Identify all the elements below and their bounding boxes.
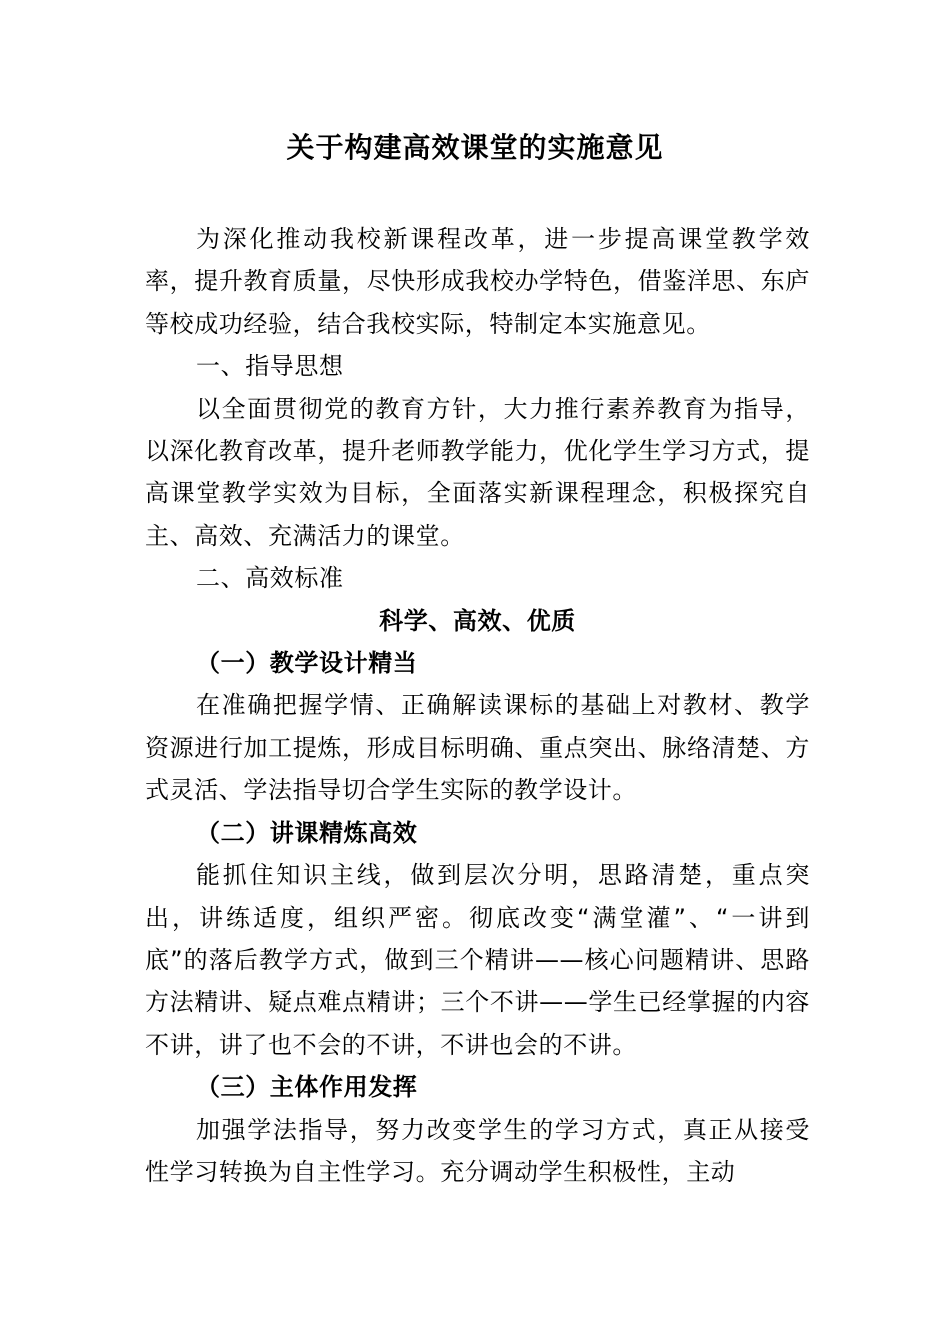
standards-motto: 科学、高效、优质 <box>379 606 576 635</box>
section-heading-guiding-thought: 一、指导思想 <box>196 352 344 381</box>
document-body <box>145 218 810 1193</box>
subsection-paragraph-2: 能抓住知识主线，做到层次分明，思路清楚，重点突出，讲练适度，组织严密。彻底改变“满堂灌”、“一讲到底”的落后教学方式，做到三个精讲——核心问题精讲、思路方法精讲、疑点难点精讲；三个不讲——学生已经掌握的内容不讲，讲了也不会的不讲，不讲也会的不讲。 <box>145 861 810 1059</box>
subsection-heading-1: （一）教学设计精当 <box>196 649 418 678</box>
document-title: 关于构建高效课堂的实施意见 <box>286 131 664 164</box>
subsection-paragraph-3: 加强学法指导，努力改变学生的学习方式，真正从接受性学习转换为自主性学习。充分调动学生积极性，主动 <box>145 1115 810 1186</box>
intro-paragraph: 为深化推动我校新课程改革，进一步提高课堂教学效率，提升教育质量，尽快形成我校办学特色，借鉴洋思、东庐等校成功经验，结合我校实际，特制定本实施意见。 <box>145 225 810 338</box>
section-heading-standards: 二、高效标准 <box>196 564 344 593</box>
subsection-paragraph-1: 在准确把握学情、正确解读课标的基础上对教材、教学资源进行加工提炼，形成目标明确、重点突出、脉络清楚、方式灵活、学法指导切合学生实际的教学设计。 <box>145 691 810 805</box>
guiding-thought-paragraph: 以全面贯彻党的教育方针，大力推行素养教育为指导，以深化教育改革，提升老师教学能力，优化学生学习方式，提高课堂教学实效为目标，全面落实新课程理念，积极探究自主、高效、充满活力的课堂。 <box>145 394 810 550</box>
subsection-heading-2: （二）讲课精炼高效 <box>196 818 418 847</box>
subsection-heading-3: （三）主体作用发挥 <box>196 1073 418 1102</box>
